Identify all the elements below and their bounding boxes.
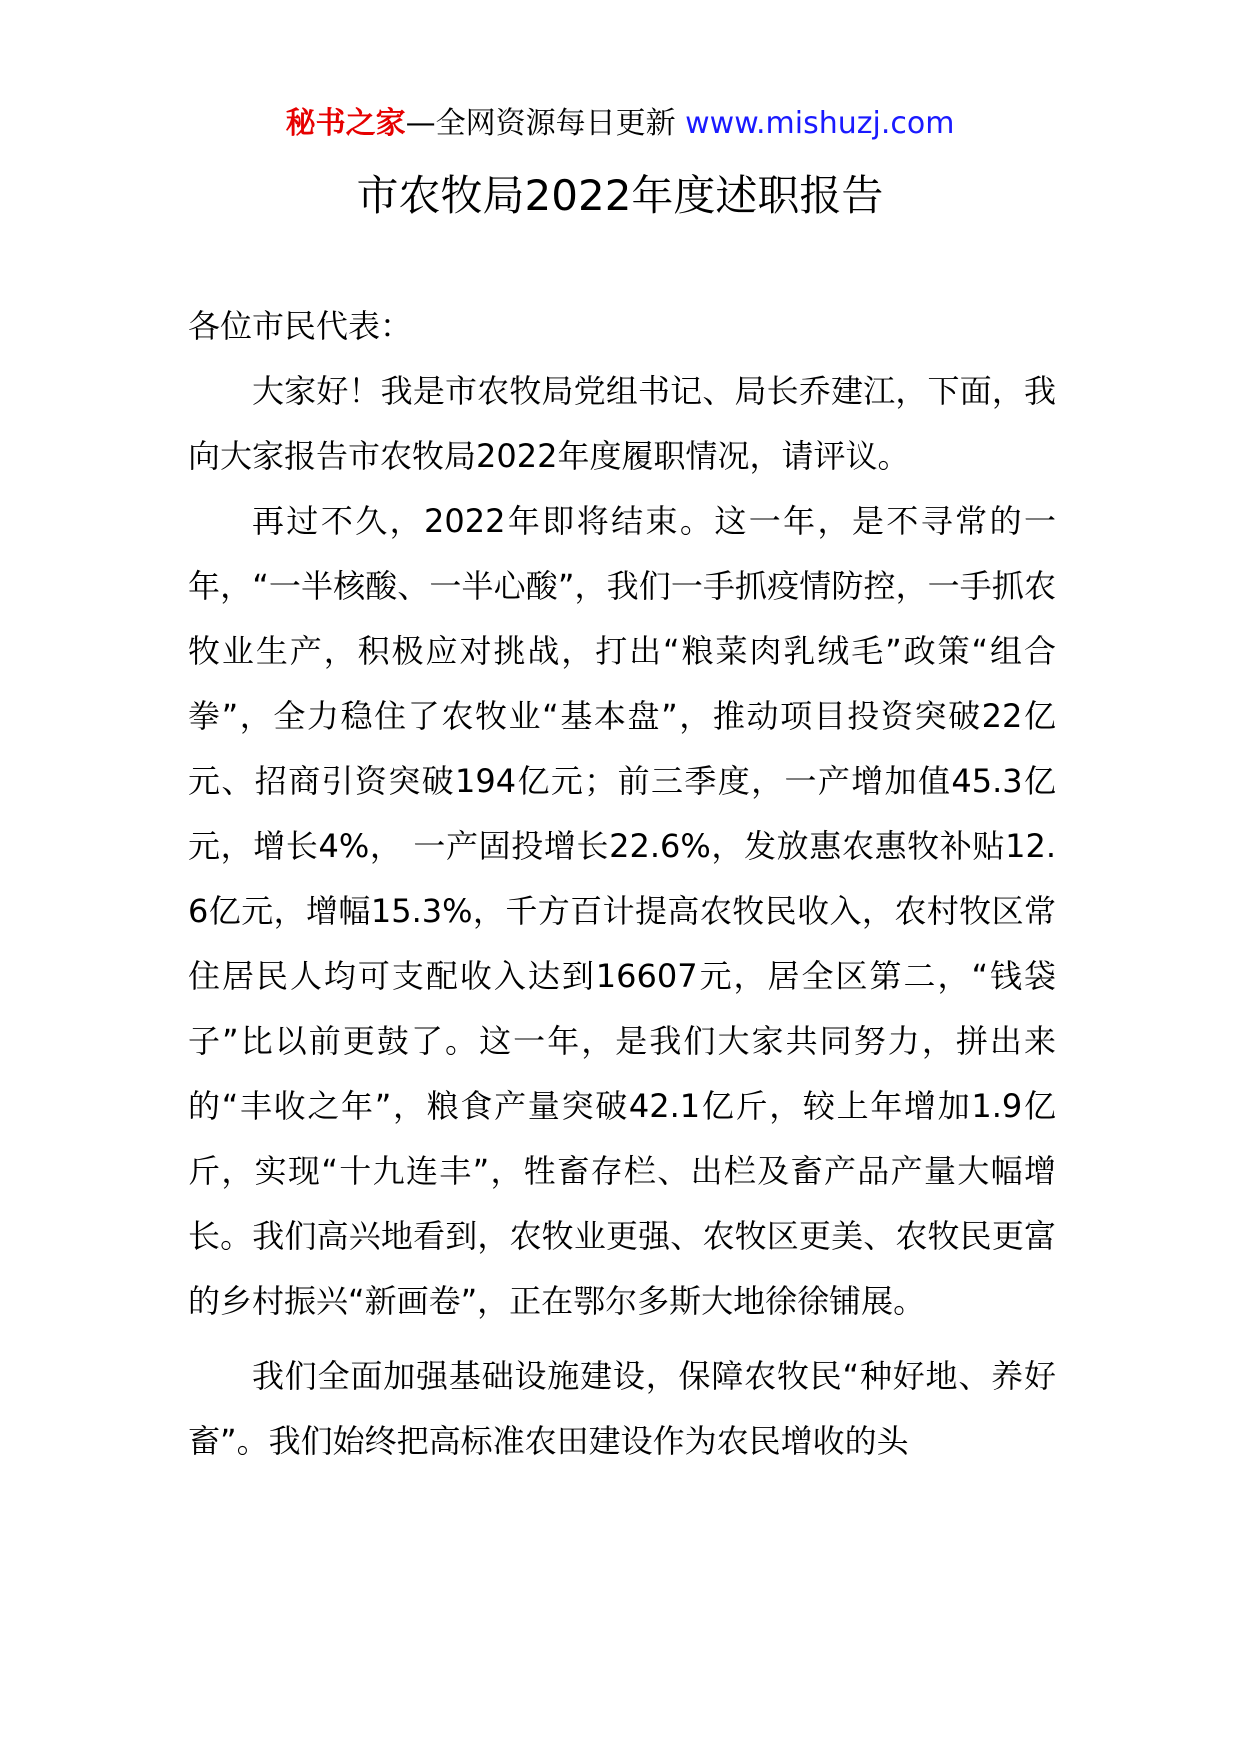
document-title: 市农牧局2022年度述职报告: [356, 171, 884, 220]
site-url-link[interactable]: www.mishuzj.com: [685, 106, 955, 141]
paragraph-infrastructure: 我们全面加强基础设施建设，保障农牧民“种好地、养好畜”。我们始终把高标准农田建设作为农民增收的头: [188, 1357, 1056, 1460]
brand-name: 秘书之家: [285, 106, 406, 141]
paragraph-annual-summary: 再过不久，2022年即将结束。这一年，是不寻常的一年，“一半核酸、一半心酸”，我们一手抓疫情防控，一手抓农牧业生产，积极应对挑战，打出“粮菜肉乳绒毛”政策“组合拳”，全力稳住了农牧业“基本盘”，推动项目投资突破22亿元、招商引资突破194亿元；前三季度，一产增加值45.3亿元，增长4%， 一产固投增长22.6%，发放惠农惠牧补贴12.6亿元，增幅15.3%，千方百计提高农牧民收入，农村牧区常住居民人均可支配收入达到16607元，居全区第二，“钱袋子”比以前更鼓了。这一年，是我们大家共同努力，拼出来的“丰收之年”，粮食产量突破42.1亿斤，较上年增加1.9亿斤，实现“十九连丰”，牲畜存栏、出栏及畜产品产量大幅增长。我们高兴地看到，农牧业更强、农牧区更美、农牧民更富的乡村振兴“新画卷”，正在鄂尔多斯大地徐徐铺展。: [188, 502, 1056, 1320]
paragraph-greeting: 大家好！我是市农牧局党组书记、局长乔建江，下面，我向大家报告市农牧局2022年度履职情况，请评议。: [188, 372, 1056, 475]
header-tagline: —全网资源每日更新: [405, 106, 686, 141]
header-banner: [0, 104, 1240, 144]
document-body: [188, 294, 1056, 1474]
salutation: 各位市民代表：: [188, 307, 413, 345]
